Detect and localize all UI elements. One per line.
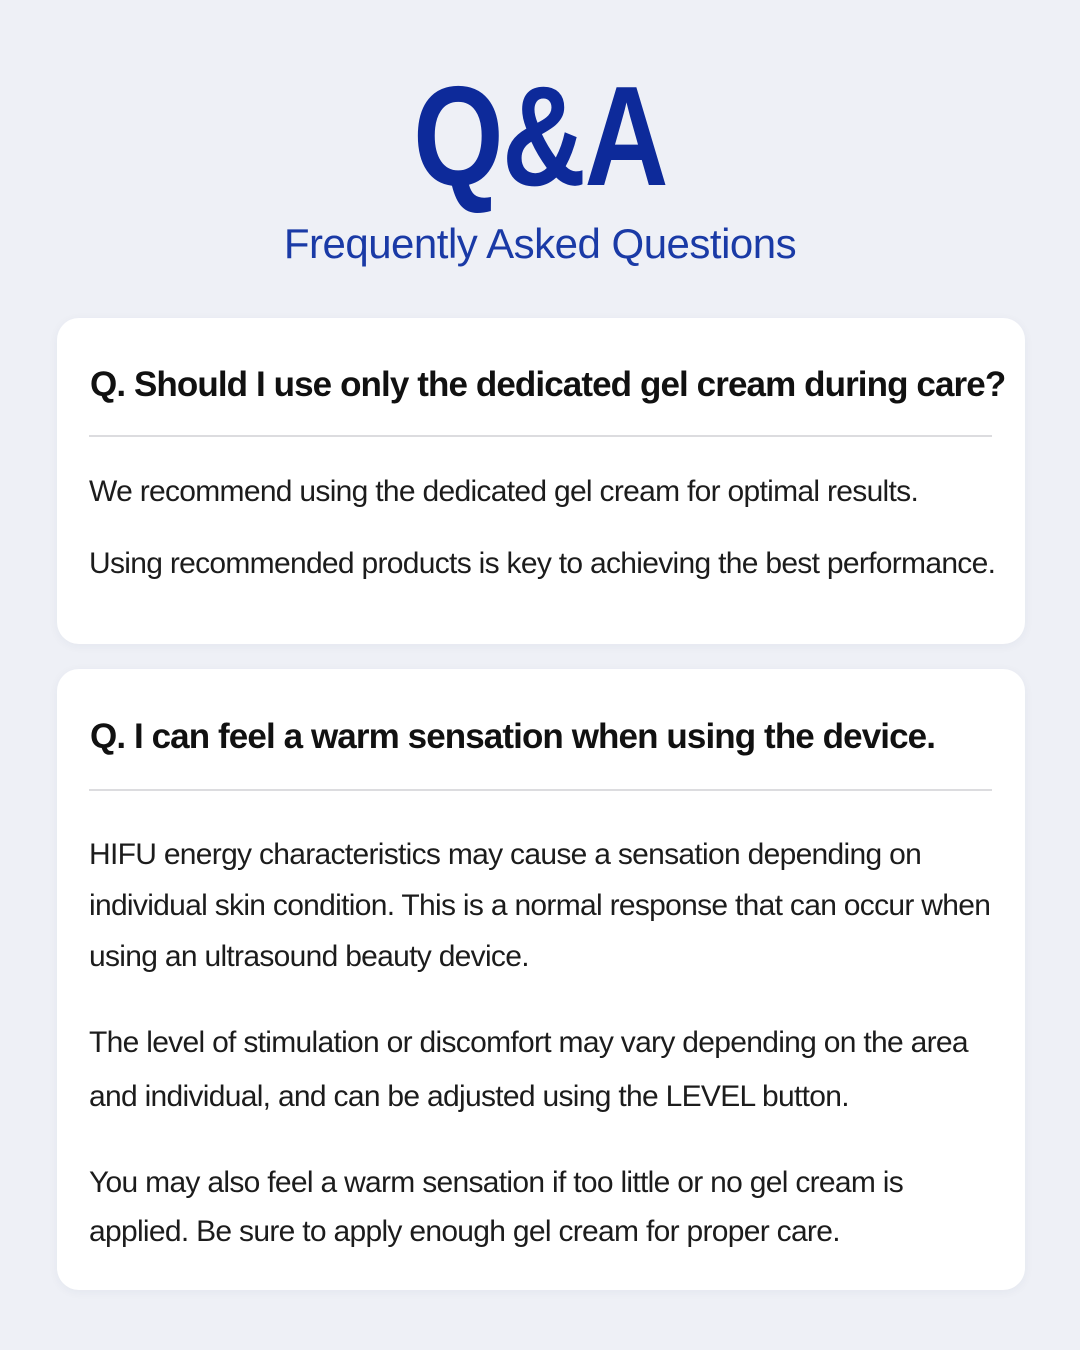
faq-question: Q. I can feel a warm sensation when using the device. bbox=[90, 717, 936, 756]
faq-answer-paragraph: Using recommended products is key to achieving the best performance. bbox=[89, 547, 996, 580]
faq-card-gel-cream bbox=[57, 318, 1025, 644]
divider bbox=[89, 789, 992, 791]
faq-answer-paragraph: The level of stimulation or discomfort may vary depending on the area and individual, and can be adjusted using the LEVEL button. bbox=[89, 1026, 968, 1113]
divider bbox=[89, 435, 992, 437]
faq-answer-paragraph: HIFU energy characteristics may cause a sensation depending on individual skin condition. This is a normal response that can occur when using an ultrasound beauty device. bbox=[89, 838, 991, 973]
faq-card-warm-sensation bbox=[57, 669, 1025, 1290]
faq-answer-paragraph: We recommend using the dedicated gel cream for optimal results. bbox=[89, 475, 919, 508]
page-subtitle: Frequently Asked Questions bbox=[283, 220, 797, 267]
page-title: Q&A bbox=[413, 57, 667, 216]
faq-answer-paragraph: You may also feel a warm sensation if too little or no gel cream is applied. Be sure to apply enough gel cream for proper care. bbox=[89, 1166, 904, 1248]
faq-question: Q. Should I use only the dedicated gel cream during care? bbox=[90, 365, 1006, 404]
